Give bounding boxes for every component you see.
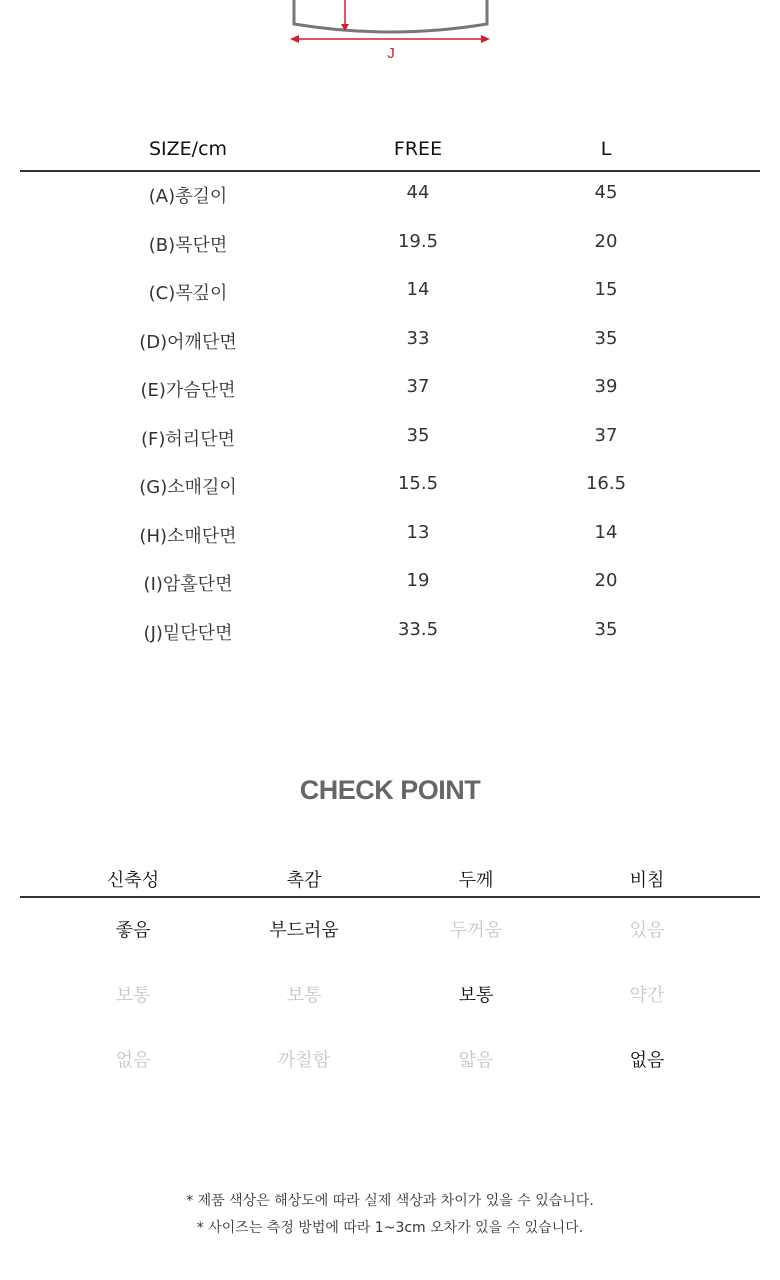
size-value: 35: [406, 424, 430, 446]
note-size: * 사이즈는 측정 방법에 따라 1~3cm 오차가 있을 수 있습니다.: [196, 1220, 584, 1236]
size-value: 37: [594, 424, 618, 446]
check-option: 까칠함: [277, 1050, 331, 1071]
size-value: 35: [594, 327, 618, 349]
check-point-table: [20, 860, 760, 1093]
check-option: 보통: [115, 985, 151, 1006]
size-value: 14: [594, 521, 618, 543]
size-value: 14: [406, 279, 430, 300]
check-row: [20, 1028, 760, 1093]
size-row: [20, 269, 760, 318]
check-point-title: CHECK POINT: [299, 775, 481, 805]
hem-width-arrow-left-head: [290, 35, 299, 43]
size-measure-label: (C)목깊이: [148, 283, 228, 304]
size-measure-label: (J)밑단단면: [143, 622, 233, 644]
size-row: [20, 463, 760, 512]
size-header-l: L: [600, 138, 612, 160]
check-option-selected: 보통: [458, 985, 494, 1006]
check-option: 보통: [286, 985, 322, 1006]
size-value: 19.5: [397, 230, 439, 252]
hem-width-label: J: [387, 45, 395, 62]
check-option: 없음: [115, 1050, 151, 1071]
size-row: [20, 560, 760, 609]
size-row: [20, 512, 760, 561]
size-value: 39: [594, 376, 618, 397]
size-measure-label: (B)목단면: [148, 234, 228, 256]
size-value: 15.5: [397, 473, 439, 494]
size-value: 44: [406, 182, 430, 203]
size-row: [20, 172, 760, 221]
check-header-sheerness: 비침: [629, 870, 665, 891]
check-row: [20, 963, 760, 1028]
size-header-label: SIZE/cm: [148, 138, 228, 160]
garment-diagram: [0, 0, 780, 70]
size-header-free: FREE: [393, 138, 443, 160]
check-row: [20, 898, 760, 963]
size-value: 20: [594, 570, 618, 591]
size-value: 16.5: [585, 473, 627, 494]
garment-hem-outline: [294, 0, 487, 32]
check-header-texture: 촉감: [286, 870, 322, 891]
check-option-selected: 없음: [629, 1050, 665, 1071]
size-measure-label: (A)총길이: [148, 186, 228, 207]
size-row: [20, 415, 760, 464]
check-option: 두꺼움: [449, 920, 503, 941]
size-measure-label: (F)허리단면: [141, 428, 235, 450]
notes: [0, 1188, 780, 1242]
check-header-thickness: 두께: [458, 870, 494, 891]
size-value: 15: [594, 279, 618, 300]
size-value: 33: [406, 327, 430, 349]
size-measure-label: (D)어깨단면: [139, 331, 237, 353]
size-value: 20: [594, 230, 618, 252]
size-value: 33.5: [397, 618, 439, 640]
size-table-header: [20, 130, 760, 172]
check-option-selected: 좋음: [115, 920, 151, 941]
check-table-header: [20, 860, 760, 898]
check-option: 얇음: [458, 1050, 494, 1071]
check-header-elasticity: 신축성: [106, 870, 160, 891]
size-row: [20, 366, 760, 415]
size-measure-label: (H)소매단면: [139, 525, 237, 547]
check-option-selected: 부드러움: [269, 920, 339, 941]
size-measure-label: (I)암홀단면: [143, 574, 233, 595]
size-measure-label: (G)소매길이: [139, 477, 237, 498]
check-option: 약간: [629, 985, 665, 1006]
size-row: [20, 609, 760, 658]
size-value: 37: [406, 376, 430, 397]
size-row: [20, 318, 760, 367]
check-option: 있음: [629, 920, 665, 941]
size-measure-label: (E)가슴단면: [140, 380, 236, 401]
size-value: 35: [594, 618, 618, 640]
size-table: [20, 130, 760, 657]
size-value: 45: [594, 182, 618, 203]
size-value: 19: [406, 570, 430, 591]
size-value: 13: [406, 521, 430, 543]
hem-width-arrow-right-head: [481, 35, 490, 43]
size-row: [20, 221, 760, 270]
note-color: * 제품 색상은 해상도에 따라 실제 색상과 차이가 있을 수 있습니다.: [186, 1193, 594, 1209]
